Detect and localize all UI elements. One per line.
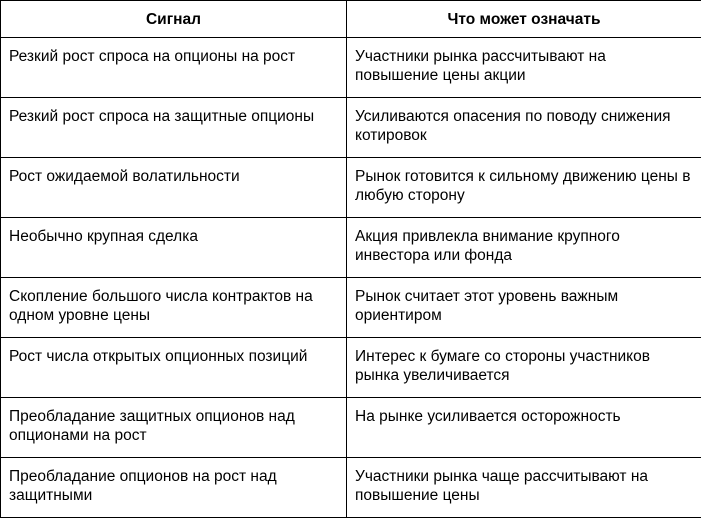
meaning-cell: Усиливаются опасения по поводу снижения котировок	[347, 98, 701, 158]
signal-cell: Рост ожидаемой волатильности	[1, 158, 347, 218]
signal-cell: Преобладание опционов на рост над защитными	[1, 458, 347, 518]
meaning-cell: Рынок готовится к сильному движению цены в любую сторону	[347, 158, 701, 218]
signal-cell: Необычно крупная сделка	[1, 218, 347, 278]
meaning-cell: Акция привлекла внимание крупного инвестора или фонда	[347, 218, 701, 278]
meaning-cell: На рынке усиливается осторожность	[347, 398, 701, 458]
signal-cell: Резкий рост спроса на опционы на рост	[1, 38, 347, 98]
table-row	[1, 398, 701, 458]
meaning-cell: Интерес к бумаге со стороны участников рынка увеличивается	[347, 338, 701, 398]
table-row	[1, 218, 701, 278]
signal-cell: Резкий рост спроса на защитные опционы	[1, 98, 347, 158]
table-row	[1, 158, 701, 218]
meaning-cell: Рынок считает этот уровень важным ориентиром	[347, 278, 701, 338]
signal-cell: Скопление большого числа контрактов на одном уровне цены	[1, 278, 347, 338]
column-header-signal: Сигнал	[1, 1, 347, 38]
column-header-meaning: Что может означать	[347, 1, 701, 38]
meaning-cell: Участники рынка рассчитывают на повышение цены акции	[347, 38, 701, 98]
table-row	[1, 38, 701, 98]
signal-cell: Преобладание защитных опционов над опционами на рост	[1, 398, 347, 458]
meaning-cell: Участники рынка чаще рассчитывают на повышение цены	[347, 458, 701, 518]
signal-cell: Рост числа открытых опционных позиций	[1, 338, 347, 398]
table-row	[1, 338, 701, 398]
table-row	[1, 278, 701, 338]
table-row	[1, 458, 701, 518]
table-header-row	[1, 1, 701, 38]
table-row	[1, 98, 701, 158]
